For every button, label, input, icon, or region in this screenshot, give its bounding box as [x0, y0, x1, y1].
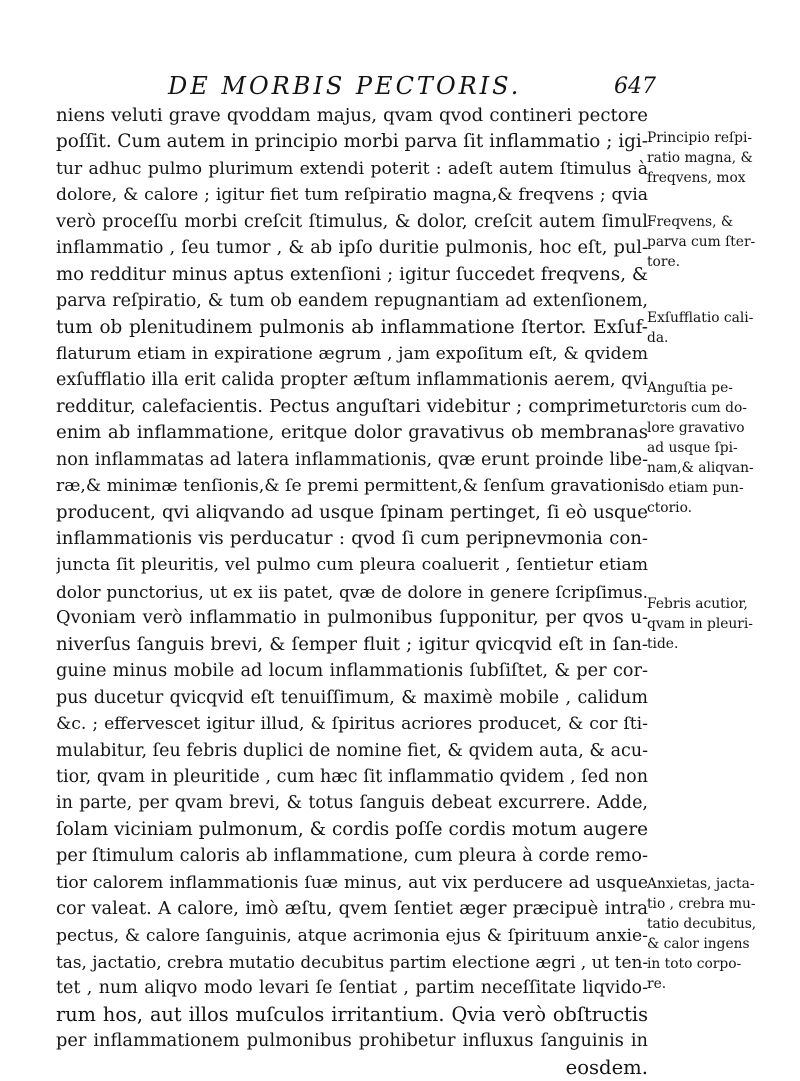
text-line: in parte, per qvam brevi, & totus ſanguis debeat excurrere. Adde,: [56, 793, 648, 814]
margin-note-line: Anguſtia pe-: [647, 380, 733, 396]
margin-note-line: Anxietas, jacta-: [647, 876, 755, 892]
page-number: 647: [614, 74, 656, 99]
margin-note-exsufflatio: [647, 308, 769, 348]
margin-note-febris: [647, 594, 769, 654]
text-line: juncta ſit pleuritis, vel pulmo cum pleura coaluerit , ſentietur etiam: [56, 555, 648, 576]
margin-note-line: freqvens, mox: [647, 170, 746, 186]
margin-note-line: lore gravativo: [647, 420, 745, 436]
text-line: pectus, & calore ſanguinis, atque acrimonia ejus & ſpirituum anxie-: [56, 925, 648, 946]
text-line: dolor punctorius, ut ex iis patet, qvæ de dolore in genere ſcripſimus.: [56, 581, 648, 602]
text-line: redditur, calefacientis. Pectus anguſtari videbitur ; comprimetur: [56, 395, 648, 417]
margin-note-line: tore.: [647, 254, 680, 270]
text-line: parva reſpiratio, & tum ob eandem repugnantiam ad extenſionem,: [56, 291, 648, 312]
text-line: poſſit. Cum autem in principio morbi parva ſit inflammatio ; igi-: [56, 131, 648, 153]
margin-note-respiration: [647, 128, 769, 188]
text-line: pus ducetur qvicqvid eſt tenuiſſimum, & maximè mobile , calidum: [56, 687, 648, 708]
page-header: [0, 72, 800, 106]
text-line: non inflammatas ad latera inflammationis, qvæ erunt proinde libe-: [56, 449, 648, 470]
text-line: &c. ; effervescet igitur illud, & ſpiritus acriores producet, & cor ſti-: [56, 714, 648, 735]
margin-note-line: tide.: [647, 636, 679, 652]
margin-note-line: & calor ingens: [647, 936, 750, 952]
margin-note-line: ad usque ſpi-: [647, 440, 738, 456]
main-text-block: [56, 103, 648, 1081]
text-line: niens veluti grave qvoddam majus, qvam qvod contineri pectore: [56, 105, 648, 126]
text-line: enim ab inflammatione, eritque dolor gravativus ob membranas: [56, 422, 648, 444]
text-line: dolore, & calore ; igitur fiet tum reſpiratio magna,& freqvens ; qvia: [56, 185, 648, 206]
margin-note-line: nam,& aliqvan-: [647, 460, 754, 476]
margin-note-line: tio , crebra mu-: [647, 896, 756, 912]
margin-note-line: ctoris cum do-: [647, 400, 747, 416]
margin-note-angustia: [647, 378, 769, 518]
margin-note-line: do etiam pun-: [647, 480, 744, 496]
text-line: tior, qvam in pleuritide , cum hæc ſit inflammatio qvidem , ſed non: [56, 766, 648, 787]
margin-note-line: ctorio.: [647, 500, 693, 516]
text-line: Qvoniam verò inflammatio in pulmonibus ſupponitur, per qvos u-: [56, 607, 648, 629]
text-line: tur adhuc pulmo plurimum extendi poterit : adeſt autem ſtimulus à: [56, 158, 648, 179]
text-line: per inflammationem pulmonibus prohibetur influxus ſanguinis in: [56, 1030, 648, 1052]
text-line: inflammatio , ſeu tumor , & ab ipſo duritie pulmonis, hoc eſt, pul-: [56, 237, 648, 259]
text-line: niverſus ſanguis brevi, & ſemper fluit ; igitur qvicqvid eſt in ſan-: [56, 633, 648, 655]
text-line: ræ,& minimæ tenſionis,& ſe premi permittent,& ſenſum gravationis: [56, 476, 648, 497]
text-line: inflammationis vis perducatur : qvod ſi cum peripnevmonia con-: [56, 528, 648, 549]
text-line: mo redditur minus aptus extenſioni ; igitur ſuccedet freqvens, &: [56, 263, 648, 285]
text-line-final: eosdem.: [565, 1055, 648, 1079]
margin-note-line: re.: [647, 976, 667, 992]
text-line: flaturum etiam in expiratione ægrum , jam expoſitum eſt, & qvidem: [56, 343, 648, 364]
margin-note-line: Freqvens, &: [647, 214, 734, 230]
margin-note-line: ratio magna, &: [647, 150, 753, 166]
margin-note-line: parva cum ſter-: [647, 234, 756, 250]
margin-note-line: Exſufflatio cali-: [647, 310, 754, 326]
text-line: tas, jactatio, crebra mutatio decubitus partim electione ægri , ut ten-: [56, 952, 648, 972]
margin-note-anxietas: [647, 874, 769, 994]
text-line: per ſtimulum caloris ab inflammatione, cum pleura à corde remo-: [56, 845, 648, 867]
text-line: tet , num aliqvo modo levari ſe ſentiat , partim neceſſitate liqvido-: [56, 978, 648, 999]
text-line: producent, qvi aliqvando ad usque ſpinam pertinget, ſi eò usque: [56, 501, 648, 523]
margin-note-line: Principio reſpi-: [647, 130, 753, 146]
text-line: cor valeat. A calore, imò æſtu, qvem ſentiet æger præcipuè intra: [56, 898, 648, 920]
text-line: tum ob plenitudinem pulmonis ab inflammatione ſtertor. Exſuf-: [56, 316, 648, 338]
margin-note-line: Febris acutior,: [647, 596, 748, 612]
text-line: mulabitur, ſeu febris duplici de nomine fiet, & qvidem auta, & acu-: [56, 740, 648, 761]
margin-note-line: in toto corpo-: [647, 956, 742, 972]
text-line: guine minus mobile ad locum inflammationis ſubſiſtet, & per cor-: [56, 660, 648, 682]
margin-note-line: da.: [647, 330, 669, 346]
margin-note-line: tatio decubitus,: [647, 916, 757, 932]
running-title: DE MORBIS PECTORIS.: [168, 72, 522, 100]
text-line: tior calorem inflammationis ſuæ minus, aut vix perducere ad usque: [56, 872, 648, 893]
margin-note-line: qvam in pleuri-: [647, 616, 753, 632]
text-line: ſolam viciniam pulmonum, & cordis poſſe cordis motum augere: [56, 818, 648, 840]
margin-note-stertor: [647, 212, 769, 272]
text-line: exſufflatio illa erit calida propter æſtum inflammationis aerem, qvi: [56, 370, 648, 391]
text-line: verò proceſſu morbi creſcit ſtimulus, & dolor, creſcit autem ſimul: [56, 210, 648, 232]
text-line: rum hos, aut illos muſculos irritantium. Qvia verò obſtructis: [56, 1002, 648, 1026]
